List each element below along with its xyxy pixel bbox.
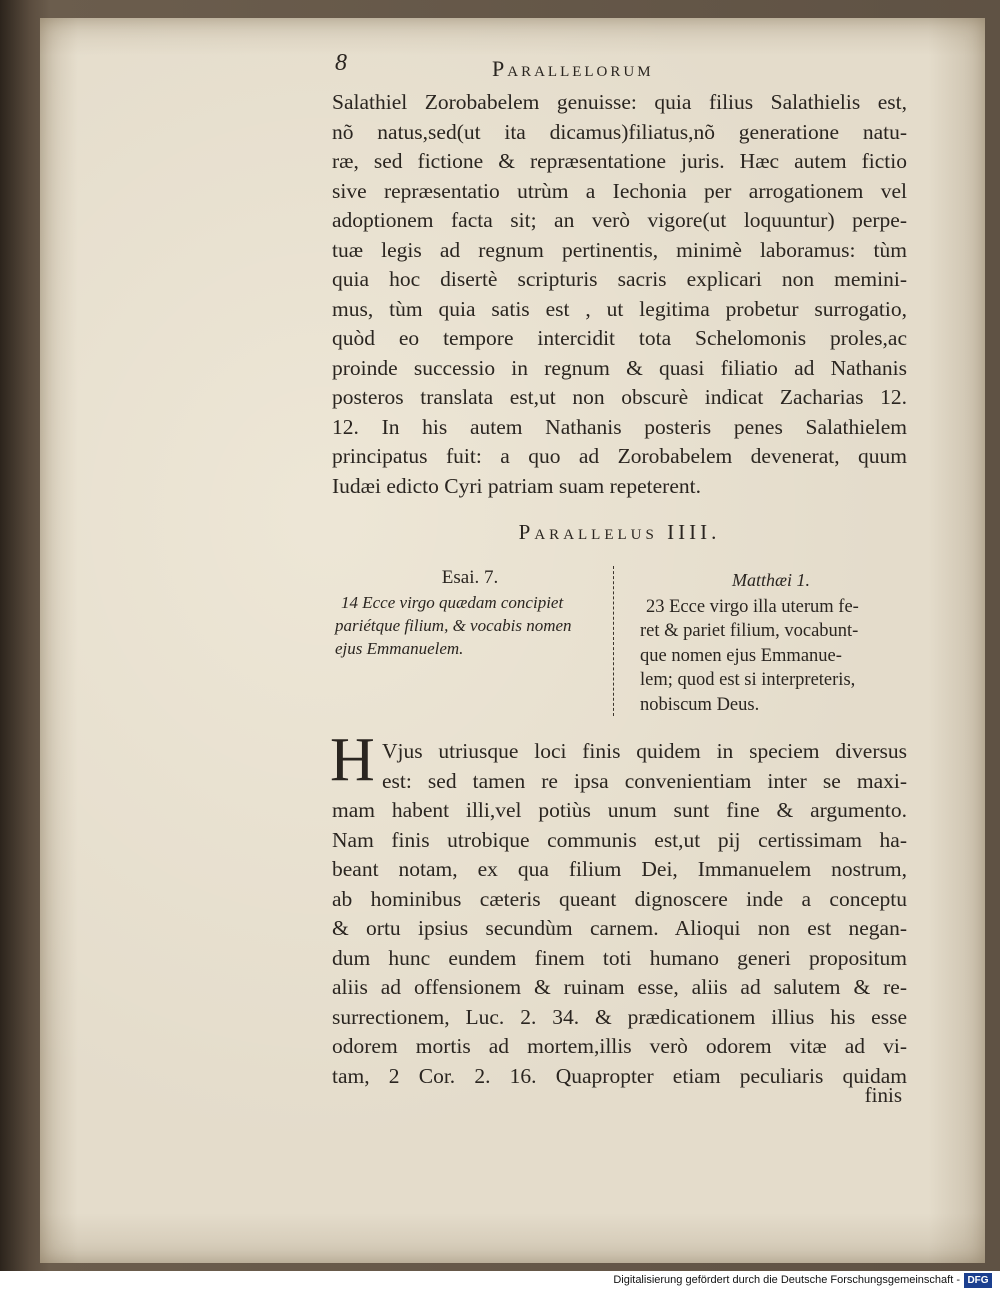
text-line: Salathiel Zorobabelem genuisse: quia filius Salathielis est,: [332, 90, 907, 114]
text-line: mus, tùm quia satis est , ut legitima probetur surrogatio,: [332, 296, 907, 321]
right-column-heading: Matthæi 1.: [731, 570, 810, 590]
verse-line: nobiscum Deus.: [640, 694, 760, 715]
section-title: Parallelus IIII.: [518, 520, 721, 544]
text-line: & ortu ipsius secundùm carnem. Alioqui non est negan-: [332, 916, 907, 940]
left-column-esai: [335, 566, 605, 660]
text-line: adoptionem facta sit; an verò vigore(ut loquuntur) perpe-: [332, 208, 907, 232]
right-column-matthaei: [640, 568, 902, 717]
text-line: quòd eo tempore intercidit tota Schelomonis proles,ac: [332, 326, 907, 350]
text-line: tuæ legis ad regnum pertinentis, minimè laboramus: tùm: [332, 237, 907, 262]
text-line: sive repræsentatio utrùm a Iechonia per arrogationem vel: [332, 178, 907, 203]
catchword: finis: [864, 1083, 902, 1107]
text-line: aliis ad offensionem & ruinam esse, aliis ad salutem & re-: [332, 975, 907, 999]
text-line: odorem mortis ad mortem,illis verò odorem vitæ ad vi-: [332, 1034, 907, 1058]
text-line: quia hoc disertè scripturis sacris explicari non memini-: [332, 267, 907, 291]
verse-line: pariétque filium, & vocabis nomen: [335, 616, 572, 635]
drop-cap: H: [330, 726, 375, 794]
verse-line: 14 Ecce virgo quædam concipiet: [341, 593, 564, 612]
verse-line: 23 Ecce virgo illa uterum fe-: [646, 596, 859, 617]
column-divider: [613, 566, 614, 716]
verse-line: ret & pariet filium, vocabunt-: [640, 621, 859, 641]
text-line: proinde successio in regnum & quasi filiatio ad Nathanis: [332, 355, 907, 380]
verse-line: ejus Emmanuelem.: [335, 639, 464, 658]
page-number: 8: [335, 50, 347, 76]
digitization-footer: [0, 1271, 1000, 1291]
text-line: surrectionem, Luc. 2. 34. & prædicationem illius his esse: [332, 1004, 907, 1029]
text-line: Vjus utriusque loci finis quidem in speciem diversus: [382, 739, 907, 763]
text-block-commentary: [332, 737, 907, 1091]
verse-line: lem; quod est si interpreteris,: [640, 670, 856, 690]
text-line: ab hominibus cæteris queant dignoscere inde a conceptu: [332, 886, 907, 911]
text-line: 12. In his autem Nathanis posteris penes Salathielem: [332, 414, 907, 439]
text-line: mam habent illi,vel potiùs unum sunt fine & argumento.: [332, 798, 907, 822]
text-line: tam, 2 Cor. 2. 16. Quapropter etiam peculiaris quidam: [332, 1063, 907, 1088]
text-line: principatus fuit: a quo ad Zorobabelem devenerat, quum: [332, 444, 907, 468]
text-line: nõ natus,sed(ut ita dicamus)filiatus,nõ generatione natu-: [332, 119, 907, 144]
text-block-continuation: [332, 88, 907, 501]
verse-line: que nomen ejus Emmanue-: [640, 645, 842, 666]
running-head: Parallelorum: [492, 56, 654, 81]
text-line: ræ, sed fictione & repræsentatione juris. Hæc autem fictio: [332, 149, 907, 173]
dfg-logo: DFG: [964, 1273, 992, 1288]
text-line: beant notam, ex qua filium Dei, Immanuelem nostrum,: [332, 857, 907, 881]
left-column-heading: Esai. 7.: [441, 567, 499, 588]
text-line: est: sed tamen re ipsa convenientiam inter se maxi-: [382, 768, 907, 793]
text-line: Nam finis utrobique communis est,ut pij certissimam ha-: [332, 827, 907, 852]
funding-credit: Digitalisierung gefördert durch die Deutsche Forschungsgemeinschaft -: [613, 1274, 960, 1286]
text-line: Iudæi edicto Cyri patriam suam repeterent.: [332, 473, 701, 498]
text-line: posteros translata est,ut non obscurè indicat Zacharias 12.: [332, 385, 907, 409]
text-line: dum hunc eundem finem toti humano generi propositum: [332, 945, 907, 970]
